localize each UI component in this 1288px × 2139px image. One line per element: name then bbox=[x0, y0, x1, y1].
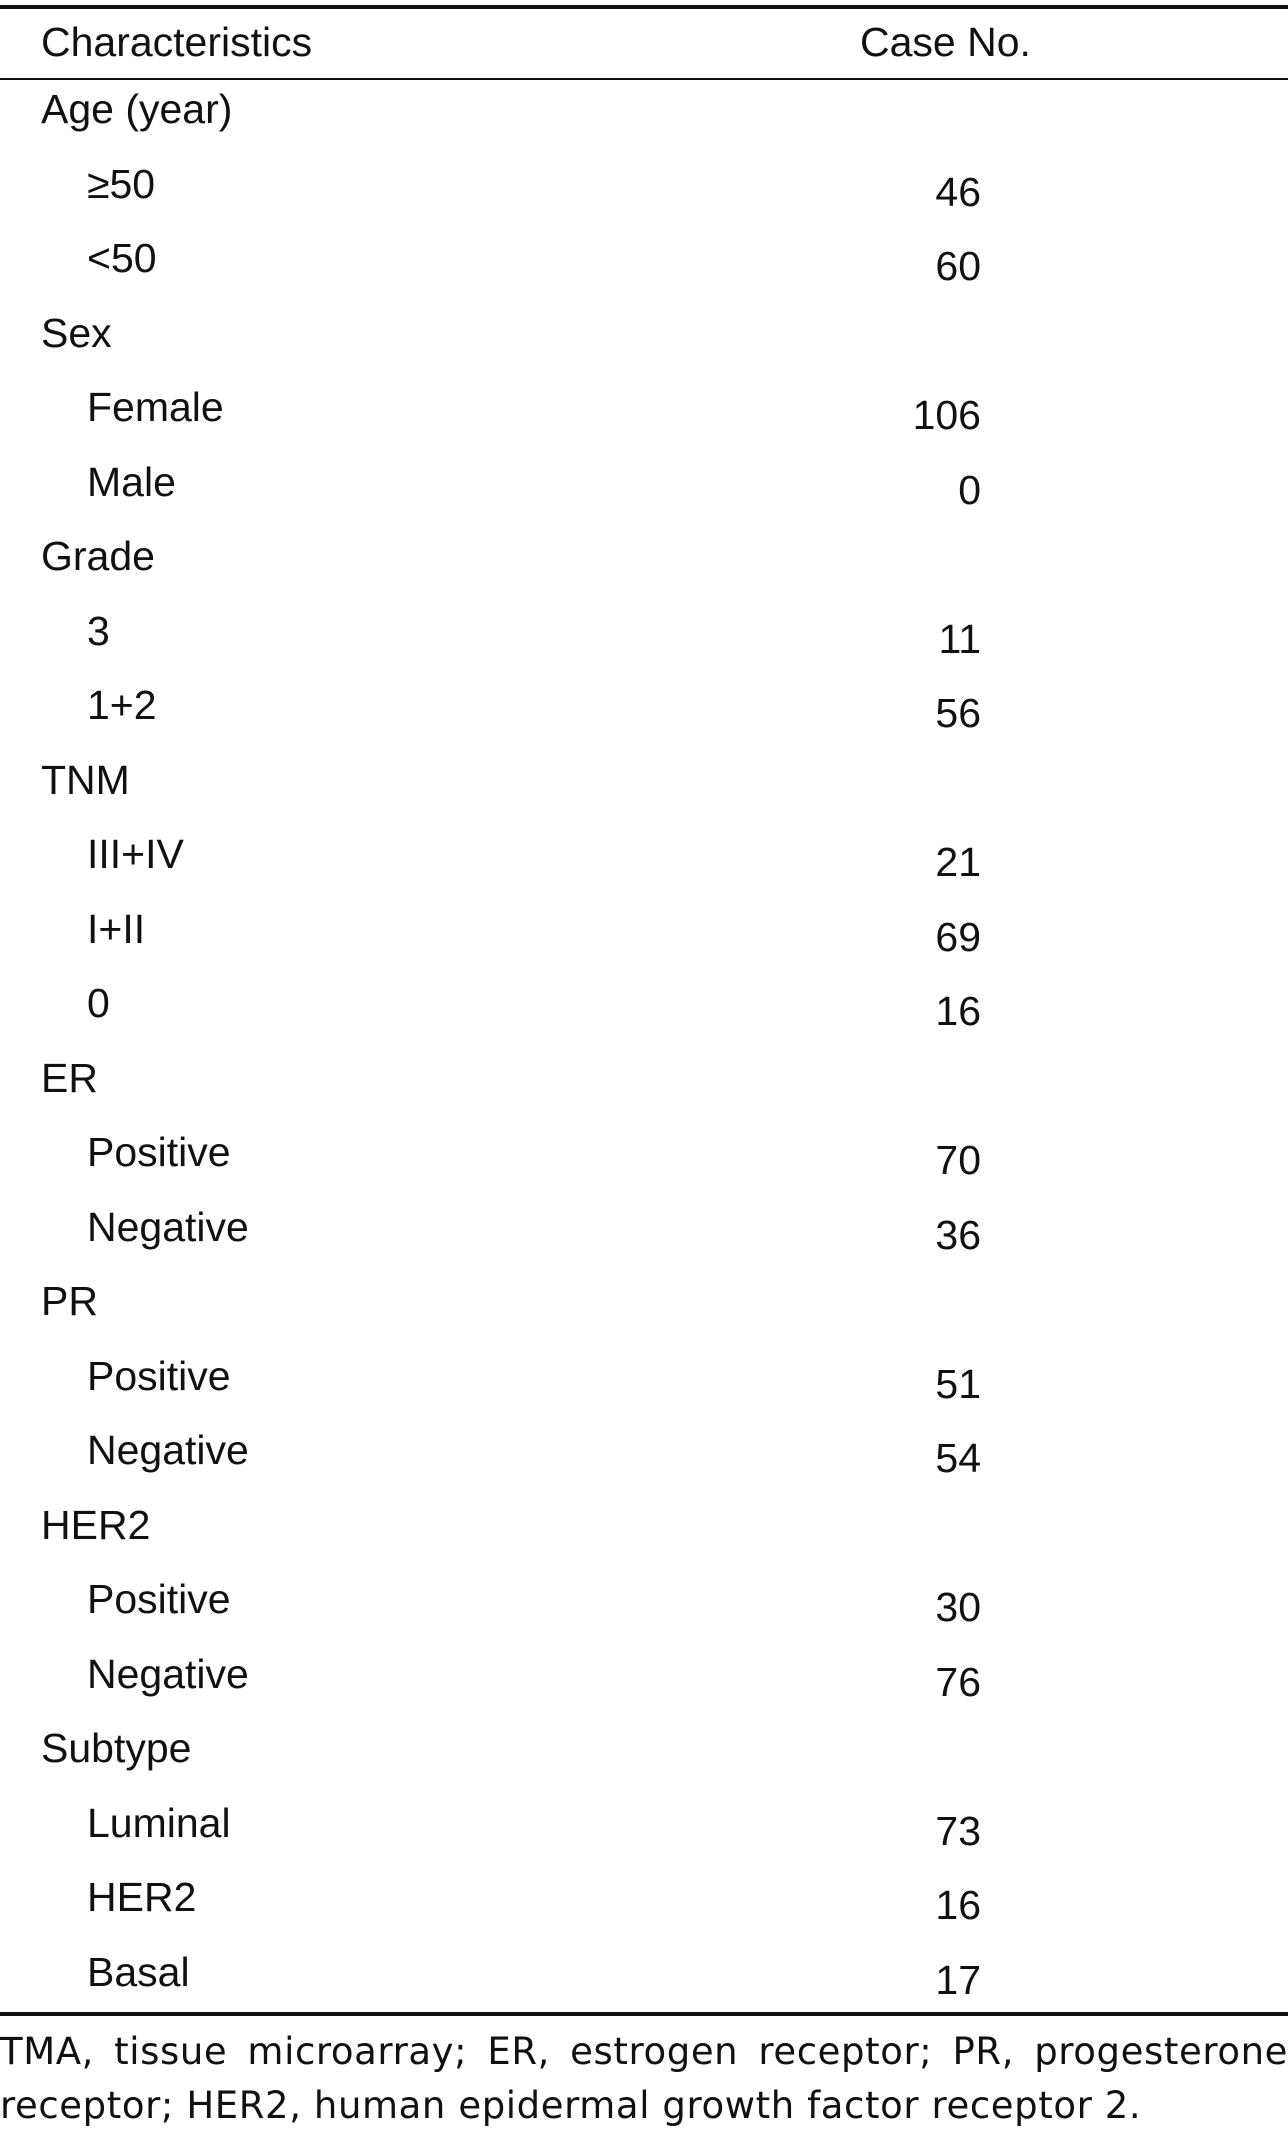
table-bottom-rule bbox=[0, 2012, 1288, 2016]
table-group-row bbox=[0, 80, 1288, 155]
table-row bbox=[0, 1570, 1288, 1645]
row-label: Positive bbox=[87, 1352, 231, 1399]
row-label: Positive bbox=[87, 1129, 231, 1175]
row-case-count: 21 bbox=[935, 839, 981, 885]
row-label: III+IV bbox=[87, 831, 184, 877]
row-label: <50 bbox=[87, 235, 157, 281]
row-case-count: 60 bbox=[935, 243, 981, 289]
row-case-count: 106 bbox=[912, 392, 981, 438]
table-group-row bbox=[0, 1049, 1288, 1124]
table-row bbox=[0, 378, 1288, 453]
row-case-count: 56 bbox=[935, 690, 981, 736]
row-label: ≥50 bbox=[87, 160, 156, 207]
table-row bbox=[0, 1868, 1288, 1943]
table-group-row bbox=[0, 1272, 1288, 1347]
row-label: Sex bbox=[41, 309, 112, 356]
row-label: Subtype bbox=[41, 1725, 192, 1771]
table-group-row bbox=[0, 751, 1288, 826]
row-case-count: 46 bbox=[935, 168, 981, 215]
row-label: 3 bbox=[87, 607, 110, 654]
row-case-count: 36 bbox=[935, 1211, 981, 1258]
table-row bbox=[0, 1943, 1288, 2018]
row-case-count: 69 bbox=[935, 913, 981, 960]
table-group-row bbox=[0, 1496, 1288, 1571]
row-label: TNM bbox=[41, 756, 130, 803]
row-label: HER2 bbox=[41, 1501, 151, 1548]
table-row bbox=[0, 1645, 1288, 1720]
table-row bbox=[0, 974, 1288, 1049]
table-row bbox=[0, 900, 1288, 975]
table-row bbox=[0, 1123, 1288, 1198]
table-row bbox=[0, 229, 1288, 304]
row-label: Luminal bbox=[87, 1799, 231, 1846]
row-case-count: 17 bbox=[935, 1956, 981, 2003]
row-label: Negative bbox=[87, 1427, 249, 1473]
table-group-row bbox=[0, 304, 1288, 379]
row-label: 0 bbox=[87, 980, 110, 1026]
table-row bbox=[0, 453, 1288, 528]
row-case-count: 11 bbox=[938, 615, 981, 662]
table-row bbox=[0, 1421, 1288, 1496]
table-group-row bbox=[0, 527, 1288, 602]
table-footnote: TMA, tissue microarray; ER, estrogen receptor; PR, progesterone receptor; HER2, human epidermal growth factor receptor 2. bbox=[0, 2030, 1288, 2127]
row-case-count: 30 bbox=[935, 1584, 981, 1630]
row-label: Age (year) bbox=[41, 86, 233, 132]
row-label: Female bbox=[87, 384, 224, 430]
table-row bbox=[0, 155, 1288, 230]
header-characteristics: Characteristics bbox=[41, 19, 313, 65]
row-case-count: 54 bbox=[935, 1435, 981, 1481]
header-case-no: Case No. bbox=[860, 19, 1031, 65]
row-case-count: 76 bbox=[935, 1658, 981, 1705]
row-case-count: 70 bbox=[935, 1137, 981, 1183]
table-row bbox=[0, 602, 1288, 677]
row-label: I+II bbox=[87, 905, 146, 952]
row-label: Grade bbox=[41, 533, 155, 579]
row-case-count: 73 bbox=[935, 1807, 981, 1854]
row-label: Positive bbox=[87, 1576, 231, 1622]
row-case-count: 0 bbox=[958, 466, 981, 513]
table-body bbox=[0, 80, 1288, 2017]
table-row bbox=[0, 1794, 1288, 1869]
row-label: ER bbox=[41, 1054, 98, 1101]
table-group-row bbox=[0, 1719, 1288, 1794]
table-row bbox=[0, 825, 1288, 900]
row-label: Male bbox=[87, 458, 176, 505]
row-label: Negative bbox=[87, 1203, 249, 1250]
row-case-count: 16 bbox=[935, 988, 981, 1034]
table-row bbox=[0, 1347, 1288, 1422]
row-label: 1+2 bbox=[87, 682, 157, 728]
table-header bbox=[0, 9, 1288, 78]
row-case-count: 51 bbox=[935, 1360, 981, 1407]
table-row bbox=[0, 1198, 1288, 1273]
row-label: Negative bbox=[87, 1650, 249, 1697]
row-label: Basal bbox=[87, 1948, 190, 1995]
table-row bbox=[0, 676, 1288, 751]
row-label: PR bbox=[41, 1278, 98, 1324]
row-case-count: 16 bbox=[935, 1882, 981, 1928]
row-label: HER2 bbox=[87, 1874, 197, 1920]
